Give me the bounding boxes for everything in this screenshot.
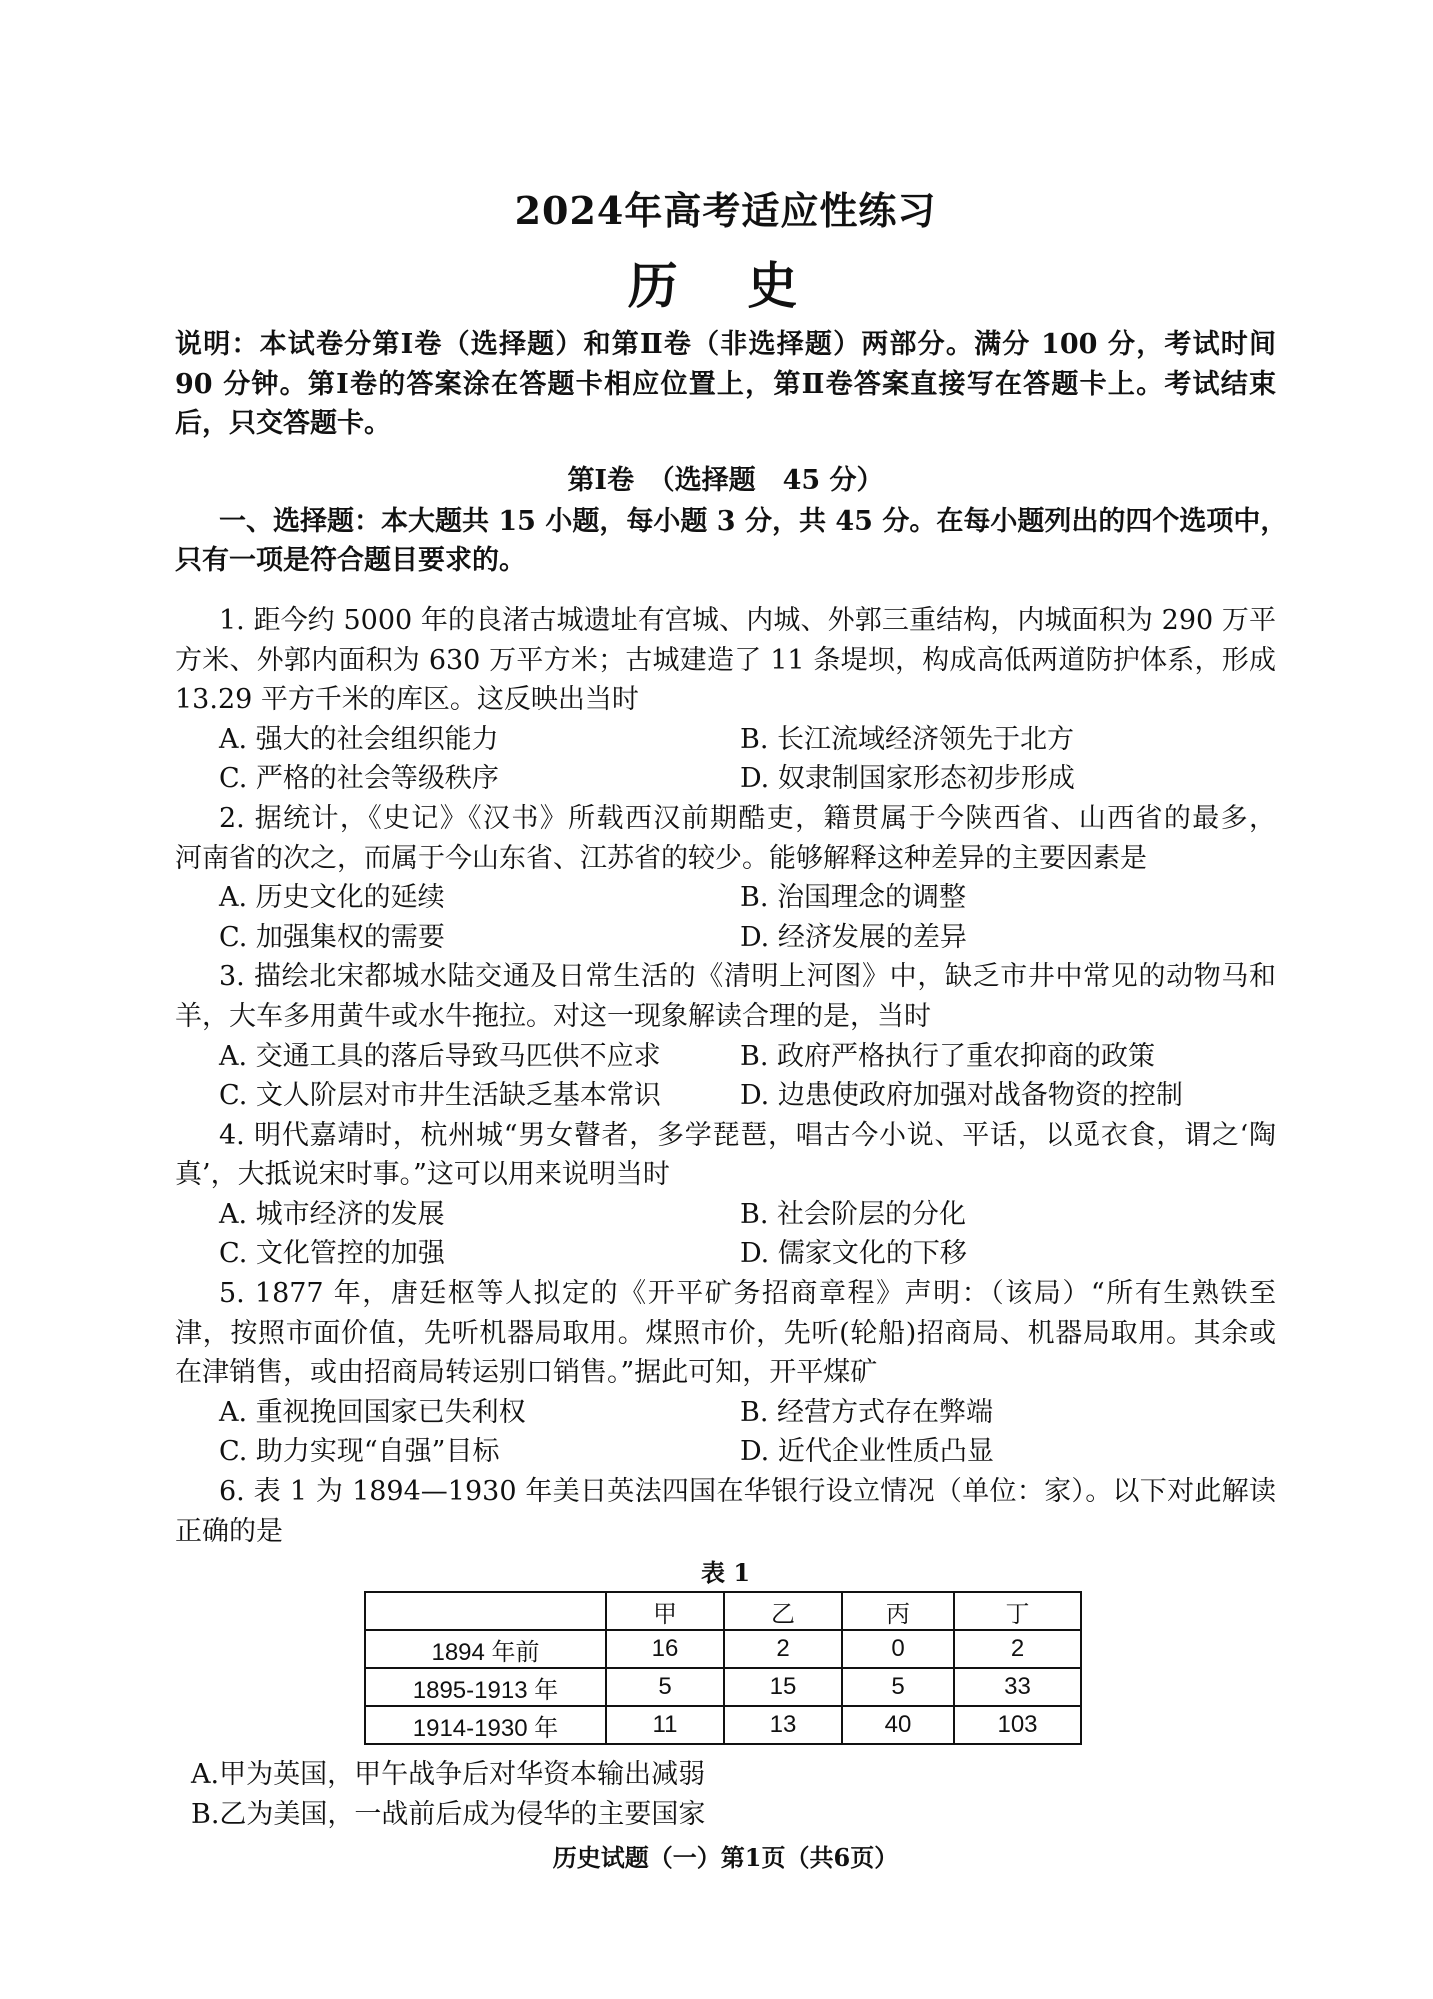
table-cell: 15: [724, 1668, 842, 1706]
question-stem: 4. 明代嘉靖时，杭州城“男女瞽者，多学琵琶，唱古今小说、平话，以觅衣食，谓之‘陶: [219, 1119, 1276, 1151]
option-c: C. 助力实现“自强”目标: [219, 1436, 500, 1468]
table-cell: 0: [842, 1630, 954, 1668]
question-1: [175, 601, 1276, 799]
part-intro: [175, 502, 1288, 581]
option-d: D. 儒家文化的下移: [740, 1238, 967, 1270]
question-stem: 6. 表 1 为 1894—1930 年美日英法四国在华银行设立情况（单位：家）。以下对此解读: [219, 1476, 1276, 1508]
table-header-cell: 乙: [724, 1592, 842, 1630]
option-b: B. 社会阶层的分化: [740, 1198, 967, 1230]
question-stem: 方米、外郭内面积为 630 万平方米；古城建造了 11 条堤坝，构成高低两道防护体系，形成: [175, 644, 1276, 676]
option-d: D. 近代企业性质凸显: [740, 1436, 994, 1468]
table-row: [365, 1706, 1081, 1744]
table-cell: 1895-1913 年: [365, 1668, 606, 1706]
question-2: [175, 799, 1276, 957]
option-a: A. 强大的社会组织能力: [219, 723, 499, 755]
option-b: B. 经营方式存在弊端: [740, 1396, 994, 1428]
option-b: B. 长江流域经济领先于北方: [740, 723, 1075, 755]
table-cell: 1914-1930 年: [365, 1706, 606, 1744]
question-stem: 3. 描绘北宋都城水陆交通及日常生活的《清明上河图》中，缺乏市井中常见的动物马和: [219, 961, 1276, 993]
question-3: [175, 957, 1276, 1115]
table-cell: 11: [606, 1706, 724, 1744]
table-header-cell: 甲: [606, 1592, 724, 1630]
table-cell: 103: [954, 1706, 1081, 1744]
table-cell: 5: [842, 1668, 954, 1706]
option-d: D. 边患使政府加强对战备物资的控制: [740, 1080, 1183, 1112]
bank-table: [364, 1591, 1082, 1745]
question-5: [175, 1274, 1276, 1472]
table-cell: 2: [954, 1630, 1081, 1668]
option-c: C. 文化管控的加强: [219, 1238, 445, 1270]
table-cell: 13: [724, 1706, 842, 1744]
table-header-cell: [365, 1592, 606, 1630]
option-c: C. 加强集权的需要: [219, 921, 445, 953]
table-caption: 表 1: [700, 1558, 751, 1588]
instructions-line: 说明：本试卷分第Ⅰ卷（选择题）和第Ⅱ卷（非选择题）两部分。满分 100 分，考试时间: [175, 329, 1276, 360]
question-stem: 2. 据统计，《史记》《汉书》所载西汉前期酷吏，籍贯属于今陕西省、山西省的最多，: [219, 802, 1276, 834]
option-a: A. 城市经济的发展: [219, 1198, 445, 1230]
table-header-cell: 丙: [842, 1592, 954, 1630]
exam-title: 2024年高考适应性练习: [514, 188, 937, 233]
question-stem: 1. 距今约 5000 年的良渚古城遗址有宫城、内城、外郭三重结构，内城面积为 290 万平: [219, 604, 1276, 636]
question-stem: 13.29 平方千米的库区。这反映出当时: [175, 684, 639, 716]
question-6: [175, 1472, 1276, 1834]
instructions-line: 后，只交答题卡。: [175, 408, 391, 440]
option-a: A.甲为英国，甲午战争后对华资本输出减弱: [191, 1759, 706, 1791]
question-stem: 正确的是: [175, 1515, 283, 1547]
question-stem: 河南省的次之，而属于今山东省、江苏省的较少。能够解释这种差异的主要因素是: [175, 842, 1147, 874]
table-cell: 16: [606, 1630, 724, 1668]
instructions: [175, 325, 1276, 444]
table-row: [365, 1668, 1081, 1706]
option-d: D. 经济发展的差异: [740, 921, 967, 953]
option-d: D. 奴隶制国家形态初步形成: [740, 763, 1075, 795]
part-intro-line: 只有一项是符合题目要求的。: [175, 545, 526, 577]
table-header-row: [365, 1592, 1081, 1630]
page-footer: 历史试题（一）第1页（共6页）: [552, 1843, 899, 1872]
table-cell: 33: [954, 1668, 1081, 1706]
question-stem: 5. 1877 年，唐廷枢等人拟定的《开平矿务招商章程》声明：（该局）“所有生熟铁至: [219, 1278, 1276, 1310]
question-stem: 真’，大抵说宋时事。”这可以用来说明当时: [175, 1159, 670, 1191]
question-4: [175, 1116, 1276, 1274]
instructions-line: 90 分钟。第Ⅰ卷的答案涂在答题卡相应位置上，第Ⅱ卷答案直接写在答题卡上。考试结束: [175, 368, 1276, 400]
option-a: A. 重视挽回国家已失利权: [219, 1396, 526, 1428]
table-header-cell: 丁: [954, 1592, 1081, 1630]
option-a: A. 历史文化的延续: [219, 882, 445, 914]
table-row: [365, 1630, 1081, 1668]
part-intro-line: 一、选择题：本大题共 15 小题，每小题 3 分，共 45 分。在每小题列出的四个选项中，: [219, 505, 1288, 537]
option-b: B. 政府严格执行了重农抑商的政策: [740, 1040, 1156, 1072]
question-stem: 津，按照市面价值，先听机器局取用。煤照市价，先听(轮船)招商局、机器局取用。其余或: [175, 1317, 1276, 1349]
section-title: 第Ⅰ卷 （选择题 45 分）: [567, 464, 884, 496]
table-cell: 40: [842, 1706, 954, 1744]
option-b: B.乙为美国，一战前后成为侵华的主要国家: [191, 1798, 706, 1830]
table-cell: 5: [606, 1668, 724, 1706]
option-b: B. 治国理念的调整: [740, 882, 967, 914]
exam-subject: 历 史: [627, 256, 824, 315]
option-c: C. 文人阶层对市井生活缺乏基本常识: [219, 1080, 661, 1112]
question-stem: 在津销售，或由招商局转运别口销售。”据此可知，开平煤矿: [175, 1357, 878, 1389]
option-c: C. 严格的社会等级秩序: [219, 763, 499, 795]
table-cell: 2: [724, 1630, 842, 1668]
table-cell: 1894 年前: [365, 1630, 606, 1668]
question-stem: 羊，大车多用黄牛或水牛拖拉。对这一现象解读合理的是，当时: [175, 1000, 931, 1032]
option-a: A. 交通工具的落后导致马匹供不应求: [219, 1040, 661, 1072]
exam-body: [175, 325, 1288, 1834]
